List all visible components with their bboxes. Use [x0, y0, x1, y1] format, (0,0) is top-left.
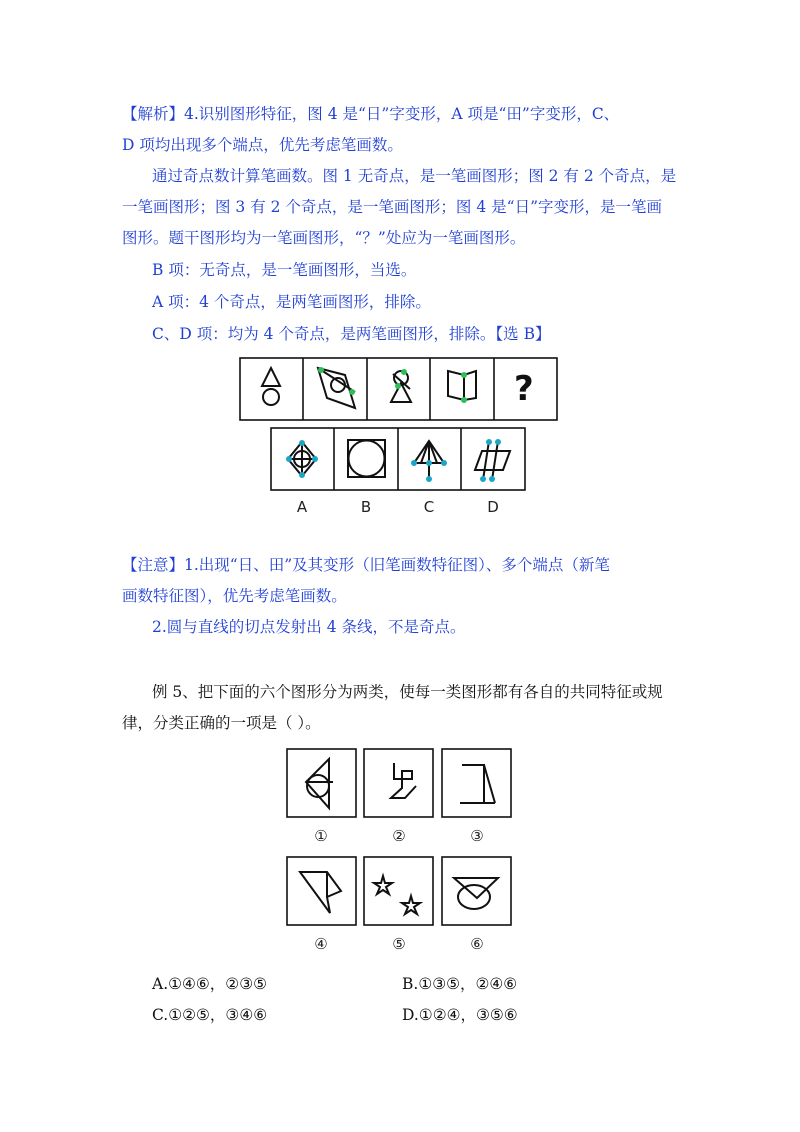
figure-label-4: ④ — [314, 935, 328, 953]
analysis-line-6: B 项：无奇点，是一笔画图形，当选。 — [152, 261, 417, 279]
analysis-line-8: C、D 项：均为 4 个奇点，是两笔画图形，排除。【选 B】 — [152, 325, 551, 343]
figure-label-2: ② — [392, 827, 406, 845]
option-label-a: A — [296, 498, 308, 516]
option-label-b: B — [360, 498, 372, 516]
figure-label-1: ① — [314, 827, 328, 845]
analysis-line-2: D 项均出现多个端点，优先考虑笔画数。 — [122, 136, 403, 154]
class-figure-5 — [374, 876, 420, 914]
class-figure-3 — [460, 765, 495, 803]
figure-label-3: ③ — [470, 827, 484, 845]
class-figure-6 — [454, 878, 498, 909]
option-label-d: D — [487, 498, 499, 516]
analysis-line-1: 【解析】4.识别图形特征，图 4 是“日”字变形，A 项是“田”字变形，C、 — [122, 105, 620, 123]
class-figure-2 — [391, 763, 416, 798]
question-mark: ? — [514, 369, 534, 409]
note-line-2: 画数特征图），优先考虑笔画数。 — [122, 587, 347, 605]
figure-label-5: ⑤ — [392, 935, 406, 953]
figure-box-5 — [364, 857, 433, 925]
figure-label-6: ⑥ — [470, 935, 484, 953]
example5-line-2: 律，分类正确的一项是（ ）。 — [122, 714, 321, 732]
option-label-c: C — [423, 498, 435, 516]
analysis-line-7: A 项：4 个奇点，是两笔画图形，排除。 — [152, 293, 431, 311]
figure-box-3 — [442, 749, 511, 817]
choice-d[interactable]: D.①②④，③⑤⑥ — [402, 1006, 518, 1024]
note-line-3: 2.圆与直线的切点发射出 4 条线，不是奇点。 — [152, 618, 466, 636]
example5-line-1: 例 5、把下面的六个图形分为两类，使每一类图形都有各自的共同特征或规 — [152, 683, 663, 701]
class-figure-1 — [306, 759, 333, 808]
analysis-line-5: 图形。题干图形均为一笔画图形，“？”处应为一笔画图形。 — [122, 229, 526, 247]
choice-b[interactable]: B.①③⑤，②④⑥ — [402, 975, 518, 993]
figure-box-2 — [364, 749, 433, 817]
analysis-line-4: 一笔画图形；图 3 有 2 个奇点，是一笔画图形；图 4 是“日”字变形，是一笔画 — [122, 198, 662, 216]
note-line-1: 【注意】1.出现“日、田”及其变形（旧笔画数特征图）、多个端点（新笔 — [122, 556, 610, 574]
figure-box-4 — [287, 857, 356, 925]
figure-box-6 — [442, 857, 511, 925]
analysis-line-3: 通过奇点数计算笔画数。图 1 无奇点，是一笔画图形；图 2 有 2 个奇点，是 — [152, 167, 677, 185]
choice-c[interactable]: C.①②⑤，③④⑥ — [152, 1006, 268, 1024]
choice-a[interactable]: A.①④⑥，②③⑤ — [152, 975, 267, 993]
class-figure-4 — [300, 872, 341, 913]
